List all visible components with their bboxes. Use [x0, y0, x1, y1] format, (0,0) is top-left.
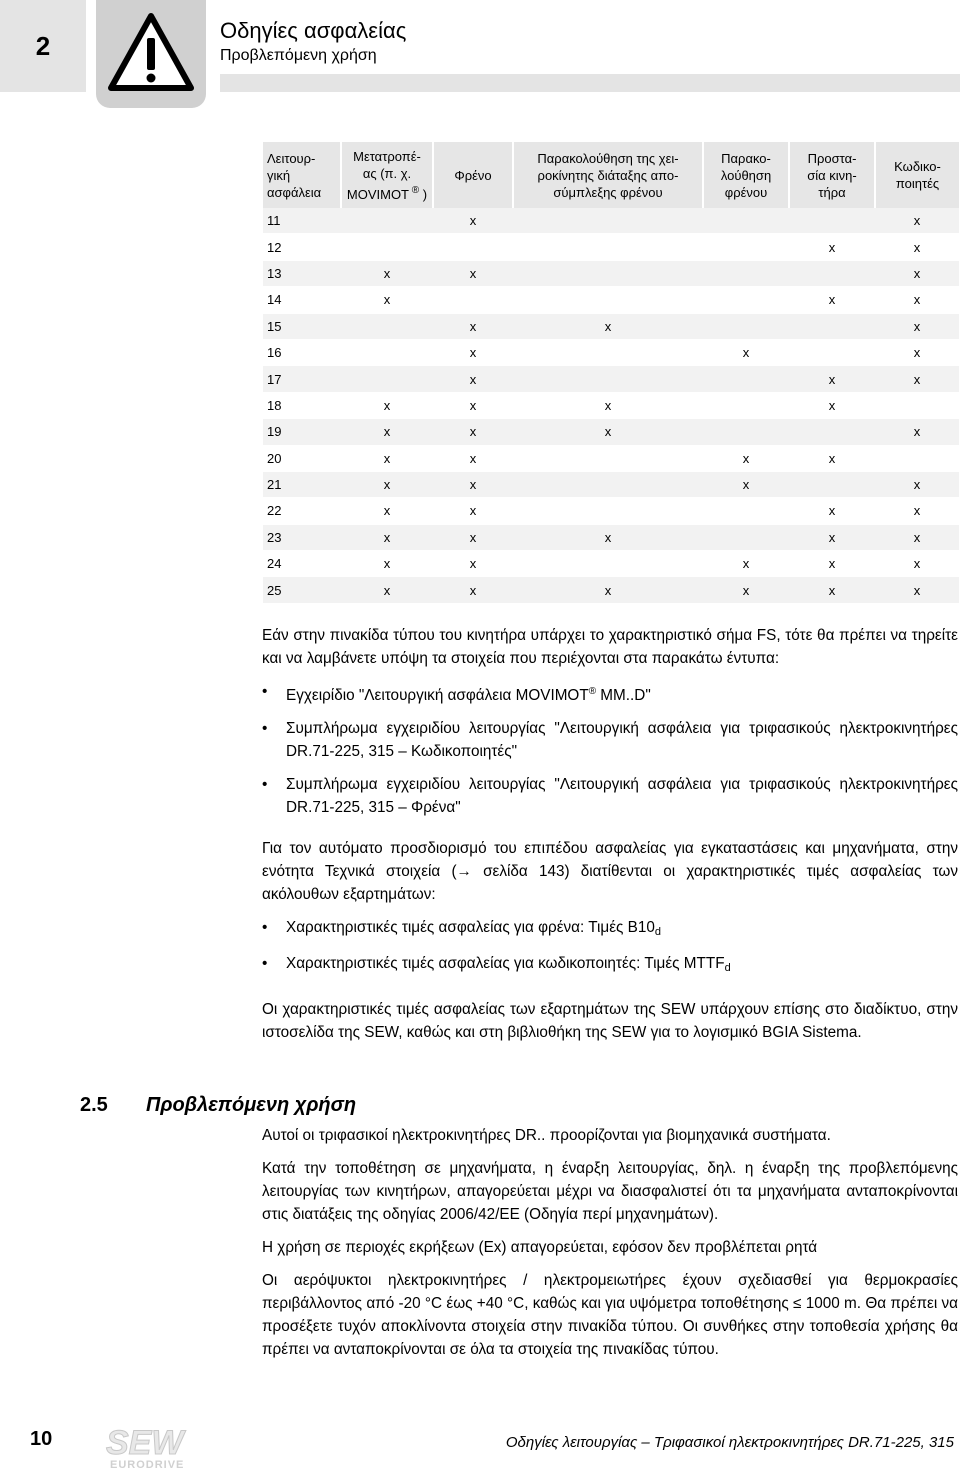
table-cell — [789, 419, 875, 445]
table-cell: x — [433, 471, 513, 497]
table-cell — [513, 498, 703, 524]
doc1-text: Εγχειρίδιο "Λειτουργική ασφάλεια MOVIMOT — [286, 687, 589, 704]
table-row — [263, 366, 959, 392]
table-cell — [703, 313, 789, 339]
table-cell: x — [341, 392, 433, 418]
table-cell: x — [513, 392, 703, 418]
online-values-paragraph: Οι χαρακτηριστικές τιμές ασφαλείας των εξαρτημάτων της SEW υπάρχουν επίσης στο διαδίκτυο, στην ιστοσελίδα της SEW, καθώς και στη βιβλιοθήκη της SEW για το λογισμικό BGIA Sistema. — [262, 1001, 958, 1041]
row-id-cell: 23 — [263, 524, 341, 550]
table-cell — [703, 498, 789, 524]
table-cell: x — [875, 260, 959, 286]
table-cell: x — [433, 419, 513, 445]
table-row — [263, 419, 959, 445]
table-cell: x — [789, 445, 875, 471]
table-cell — [703, 366, 789, 392]
table-cell: x — [875, 208, 959, 234]
registered-mark: ® — [409, 184, 420, 196]
list-item — [262, 952, 958, 980]
table-cell — [789, 313, 875, 339]
logo-wordmark: SEW — [106, 1424, 184, 1462]
table-cell: x — [341, 577, 433, 603]
column-header: Παρακολούθηση της χει- ροκίνητης διάταξης απο- σύμπλεξης φρένου — [513, 142, 703, 208]
table-cell — [341, 313, 433, 339]
table-cell: x — [341, 260, 433, 286]
table-cell: x — [703, 577, 789, 603]
row-id-cell: 14 — [263, 287, 341, 313]
intended-use-p1: Αυτοί οι τριφασικοί ηλεκτροκινητήρες DR.. προορίζονται για βιομηχανικά συστήματα. — [262, 1127, 831, 1144]
table-row — [263, 287, 959, 313]
table-cell — [513, 445, 703, 471]
table-cell: x — [341, 551, 433, 577]
table-cell — [703, 287, 789, 313]
table-cell: x — [875, 366, 959, 392]
table-cell — [703, 234, 789, 260]
table-cell: x — [789, 234, 875, 260]
table-cell: x — [433, 260, 513, 286]
table-cell — [703, 260, 789, 286]
documents-list — [262, 680, 958, 819]
row-id-cell: 20 — [263, 445, 341, 471]
table-row — [263, 445, 959, 471]
table-cell: x — [341, 419, 433, 445]
table-cell: x — [433, 366, 513, 392]
table-cell: x — [789, 498, 875, 524]
brake-subscript: d — [654, 926, 662, 938]
table-row — [263, 498, 959, 524]
row-id-cell: 22 — [263, 498, 341, 524]
row-id-cell: 11 — [263, 208, 341, 234]
header-divider — [220, 74, 960, 92]
doc1-suffix: MM..D" — [596, 687, 651, 704]
row-id-cell: 15 — [263, 313, 341, 339]
safety-documents-block — [262, 624, 958, 1044]
table-cell: x — [875, 313, 959, 339]
table-cell: x — [703, 551, 789, 577]
values-list — [262, 916, 958, 980]
table-cell: x — [875, 234, 959, 260]
row-id-cell: 25 — [263, 577, 341, 603]
table-cell: x — [703, 471, 789, 497]
section-number: 2.5 — [80, 1094, 108, 1116]
table-cell — [433, 287, 513, 313]
table-cell — [433, 234, 513, 260]
table-cell: x — [433, 339, 513, 365]
table-body — [263, 208, 959, 603]
column-header: Λειτουρ- γική ασφάλεια — [263, 142, 341, 208]
table-cell — [513, 339, 703, 365]
warning-badge — [96, 0, 206, 108]
table-row — [263, 208, 959, 234]
table-cell — [703, 419, 789, 445]
table-cell: x — [703, 445, 789, 471]
footer-doc-title: Οδηγίες λειτουργίας – Τριφασικοί ηλεκτροκινητήρες DR.71-225, 315 — [505, 1434, 954, 1451]
row-id-cell: 19 — [263, 419, 341, 445]
table-cell: x — [513, 577, 703, 603]
table-cell: x — [789, 524, 875, 550]
column-header: Παρακο- λούθηση φρένου — [703, 142, 789, 208]
encoder-subscript: d — [724, 962, 731, 974]
table-cell — [513, 208, 703, 234]
table-cell — [513, 366, 703, 392]
table-row — [263, 577, 959, 603]
row-id-cell: 16 — [263, 339, 341, 365]
table-row — [263, 551, 959, 577]
table-cell: x — [513, 313, 703, 339]
column-header: Μετατροπέ- ας (π. χ. MOVIMOT ® ) — [341, 142, 433, 208]
table-cell — [341, 366, 433, 392]
intended-use-p3: Η χρήση σε περιοχές εκρήξεων (Ex) απαγορεύεται, εφόσον δεν προβλέπεται ρητά — [262, 1239, 818, 1256]
intended-use-block — [262, 1124, 958, 1361]
table-cell: x — [433, 498, 513, 524]
row-id-cell: 12 — [263, 234, 341, 260]
header-subtitle: Προβλεπόμενη χρήση — [220, 47, 377, 64]
table-cell: x — [341, 524, 433, 550]
table-row — [263, 524, 959, 550]
table-row — [263, 471, 959, 497]
table-cell: x — [341, 445, 433, 471]
table-cell — [789, 339, 875, 365]
chapter-number: 2 — [0, 0, 86, 92]
table-cell: x — [341, 287, 433, 313]
page-number: 10 — [30, 1428, 53, 1450]
logo-subtext: EURODRIVE — [110, 1459, 185, 1470]
table-row — [263, 339, 959, 365]
table-cell: x — [789, 551, 875, 577]
header-title: Οδηγίες ασφαλείας — [220, 18, 407, 43]
table-cell — [341, 339, 433, 365]
table-cell: x — [433, 524, 513, 550]
table-cell — [875, 392, 959, 418]
table-cell — [513, 551, 703, 577]
table-cell — [341, 234, 433, 260]
table-header-row — [263, 142, 959, 208]
table-cell: x — [875, 498, 959, 524]
table-cell: x — [703, 339, 789, 365]
intended-use-p4: Οι αερόψυκτοι ηλεκτροκινητήρες / ηλεκτρομειωτήρες έχουν σχεδιασθεί για θερμοκρασίες περιβάλλοντος από -20 °C έως +40 °C, καθώς και για υψόμετρα τοποθέτησης ≤ 1000 m. Θα πρέπει να προσέξετε τυχόν αποκλίνοντα στοιχεία στην πινακίδα τύπου. Οι συνθήκες στην τοποθεσία χρήσης θα πρέπει να ανταποκρίνονται σε όλα τα στοιχεία της πινακίδας τύπου. — [262, 1272, 958, 1358]
table-cell — [703, 208, 789, 234]
sew-eurodrive-logo — [104, 1424, 210, 1470]
table-cell — [513, 471, 703, 497]
fs-paragraph: Εάν στην πινακίδα τύπου του κινητήρα υπάρχει το χαρακτηριστικό σήμα FS, τότε θα πρέπει να τηρείτε και να λαμβάνετε υπόψη τα στοιχεία που περιέχονται στα παρακάτω έντυπα: — [262, 627, 958, 667]
table-cell — [789, 260, 875, 286]
table-row — [263, 234, 959, 260]
row-id-cell: 17 — [263, 366, 341, 392]
table-cell — [513, 260, 703, 286]
table-cell: x — [433, 313, 513, 339]
table-cell — [875, 445, 959, 471]
table-cell — [341, 208, 433, 234]
intended-use-p2: Κατά την τοποθέτηση σε μηχανήματα, η έναρξη λειτουργίας, δηλ. η έναρξη της προβλεπόμενης λειτουργίας των κινητήρων, απαγορεύεται μέχρι να διασφαλιστεί ότι τα μηχανήματα ανταποκρίνονται στις διατάξεις της οδηγίας 2006/42/ΕΕ (Οδηγία περί μηχανημάτων). — [262, 1160, 958, 1223]
encoder-values-text: Χαρακτηριστικές τιμές ασφαλείας για κωδικοποιητές: Τιμές MTTF — [286, 955, 725, 972]
registered-mark: ® — [588, 686, 597, 697]
table-cell: x — [513, 524, 703, 550]
close-paren: ) — [419, 186, 428, 202]
list-item: • Συμπλήρωμα εγχειριδίου λειτουργίας "Λειτουργική ασφάλεια για τριφασικούς ηλεκτροκινητήρες DR.71-225, 315 – Φρένα" — [262, 773, 958, 819]
table-cell: x — [341, 498, 433, 524]
table-cell: x — [875, 419, 959, 445]
table-cell: x — [789, 577, 875, 603]
table-cell: x — [875, 524, 959, 550]
table-row — [263, 392, 959, 418]
table-cell — [703, 392, 789, 418]
section-title: Προβλεπόμενη χρήση — [146, 1094, 357, 1116]
table-cell: x — [875, 287, 959, 313]
table-cell: x — [433, 445, 513, 471]
table-cell: x — [789, 366, 875, 392]
column-header: Κωδικο- ποιητές — [875, 142, 959, 208]
table-cell — [513, 287, 703, 313]
brake-values-text: Χαρακτηριστικές τιμές ασφαλείας για φρένα: Τιμές B10 — [286, 919, 655, 936]
table-cell: x — [433, 551, 513, 577]
table-cell — [789, 471, 875, 497]
column-header: Προστα- σία κινη- τήρα — [789, 142, 875, 208]
list-item: • Συμπλήρωμα εγχειριδίου λειτουργίας "Λειτουργική ασφάλεια για τριφασικούς ηλεκτροκινητήρες DR.71-225, 315 – Κωδικοποιητές" — [262, 717, 958, 763]
list-item — [262, 680, 958, 707]
row-id-cell: 21 — [263, 471, 341, 497]
table-cell: x — [513, 419, 703, 445]
column-header: Φρένο — [433, 142, 513, 208]
table-cell: x — [875, 471, 959, 497]
table-cell: x — [433, 208, 513, 234]
table-cell: x — [341, 471, 433, 497]
table-cell: x — [789, 392, 875, 418]
safety-values-paragraph: Για τον αυτόματο προσδιορισμό του επιπέδου ασφαλείας για εγκαταστάσεις και μηχανήματα, στην ενότητα Τεχνικά στοιχεία (→ σελίδα 143) διατίθενται οι χαρακτηριστικές τιμές ασφαλείας των ακόλουθων εξαρτημάτων: — [262, 840, 958, 903]
table-cell: x — [875, 339, 959, 365]
warning-triangle-icon — [107, 12, 195, 92]
safety-function-table — [263, 142, 959, 604]
table-row — [263, 313, 959, 339]
table-cell: x — [433, 577, 513, 603]
table-cell: x — [875, 551, 959, 577]
table-cell — [703, 524, 789, 550]
list-item — [262, 916, 958, 944]
row-id-cell: 18 — [263, 392, 341, 418]
row-id-cell: 24 — [263, 551, 341, 577]
table-cell: x — [875, 577, 959, 603]
table-cell: x — [789, 287, 875, 313]
row-id-cell: 13 — [263, 260, 341, 286]
table-cell — [513, 234, 703, 260]
table-row — [263, 260, 959, 286]
table-cell: x — [433, 392, 513, 418]
page-header — [0, 0, 960, 96]
table-cell — [789, 208, 875, 234]
